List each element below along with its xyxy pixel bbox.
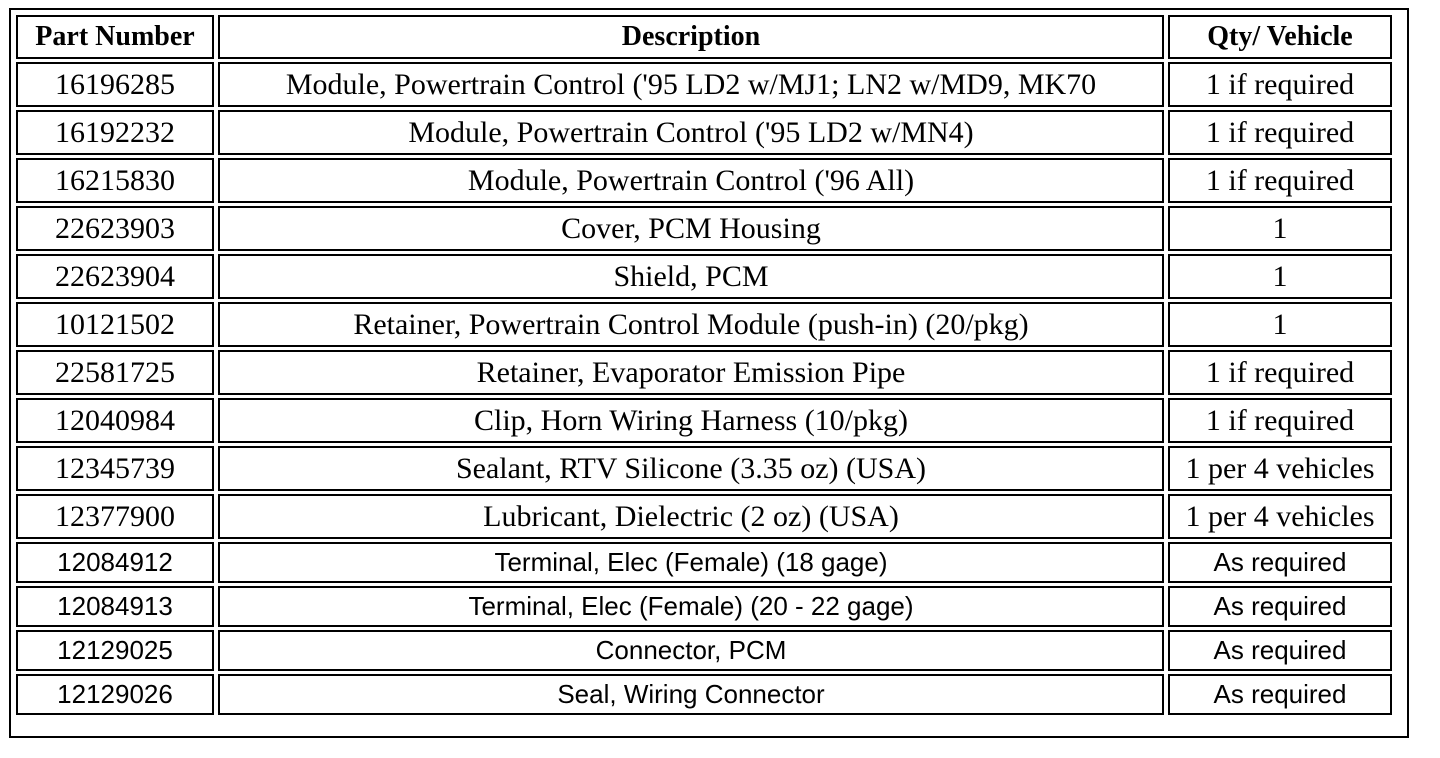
description-cell: Shield, PCM xyxy=(218,254,1164,299)
part-number-cell: 22623904 xyxy=(16,254,214,299)
table-body xyxy=(16,62,1392,715)
table-row xyxy=(16,62,1392,107)
description-cell: Module, Powertrain Control ('95 LD2 w/MN4) xyxy=(218,110,1164,155)
part-number-cell: 12040984 xyxy=(16,398,214,443)
description-cell: Seal, Wiring Connector xyxy=(218,674,1164,715)
table-row xyxy=(16,350,1392,395)
table-row xyxy=(16,254,1392,299)
qty-cell: As required xyxy=(1168,586,1392,627)
part-number-cell: 16192232 xyxy=(16,110,214,155)
part-number-cell: 12129025 xyxy=(16,630,214,671)
table-row xyxy=(16,398,1392,443)
part-number-cell: 16215830 xyxy=(16,158,214,203)
part-number-cell: 12377900 xyxy=(16,494,214,539)
description-cell: Retainer, Powertrain Control Module (push-in) (20/pkg) xyxy=(218,302,1164,347)
part-number-cell: 12129026 xyxy=(16,674,214,715)
qty-cell: 1 xyxy=(1168,254,1392,299)
description-cell: Cover, PCM Housing xyxy=(218,206,1164,251)
qty-cell: 1 per 4 vehicles xyxy=(1168,494,1392,539)
qty-cell: 1 if required xyxy=(1168,398,1392,443)
qty-cell: 1 xyxy=(1168,302,1392,347)
parts-table xyxy=(12,12,1396,718)
description-cell: Sealant, RTV Silicone (3.35 oz) (USA) xyxy=(218,446,1164,491)
table-row xyxy=(16,542,1392,583)
description-cell: Connector, PCM xyxy=(218,630,1164,671)
qty-cell: 1 if required xyxy=(1168,158,1392,203)
qty-cell: 1 per 4 vehicles xyxy=(1168,446,1392,491)
qty-cell: As required xyxy=(1168,674,1392,715)
header-description: Description xyxy=(218,15,1164,59)
part-number-cell: 12084913 xyxy=(16,586,214,627)
header-row xyxy=(16,15,1392,59)
description-cell: Lubricant, Dielectric (2 oz) (USA) xyxy=(218,494,1164,539)
qty-cell: 1 if required xyxy=(1168,62,1392,107)
qty-cell: 1 if required xyxy=(1168,350,1392,395)
header-qty-vehicle: Qty/ Vehicle xyxy=(1168,15,1392,59)
description-cell: Clip, Horn Wiring Harness (10/pkg) xyxy=(218,398,1164,443)
qty-cell: As required xyxy=(1168,542,1392,583)
table-row xyxy=(16,158,1392,203)
qty-cell: 1 xyxy=(1168,206,1392,251)
qty-cell: 1 if required xyxy=(1168,110,1392,155)
description-cell: Module, Powertrain Control ('96 All) xyxy=(218,158,1164,203)
part-number-cell: 10121502 xyxy=(16,302,214,347)
table-row xyxy=(16,110,1392,155)
header-part-number: Part Number xyxy=(16,15,214,59)
part-number-cell: 22623903 xyxy=(16,206,214,251)
part-number-cell: 22581725 xyxy=(16,350,214,395)
table-row xyxy=(16,206,1392,251)
table-row xyxy=(16,586,1392,627)
table-row xyxy=(16,446,1392,491)
part-number-cell: 16196285 xyxy=(16,62,214,107)
description-cell: Terminal, Elec (Female) (20 - 22 gage) xyxy=(218,586,1164,627)
description-cell: Terminal, Elec (Female) (18 gage) xyxy=(218,542,1164,583)
table-row xyxy=(16,302,1392,347)
part-number-cell: 12345739 xyxy=(16,446,214,491)
qty-cell: As required xyxy=(1168,630,1392,671)
table-row xyxy=(16,494,1392,539)
part-number-cell: 12084912 xyxy=(16,542,214,583)
table-row xyxy=(16,630,1392,671)
table-row xyxy=(16,674,1392,715)
description-cell: Retainer, Evaporator Emission Pipe xyxy=(218,350,1164,395)
description-cell: Module, Powertrain Control ('95 LD2 w/MJ1; LN2 w/MD9, MK70 xyxy=(218,62,1164,107)
